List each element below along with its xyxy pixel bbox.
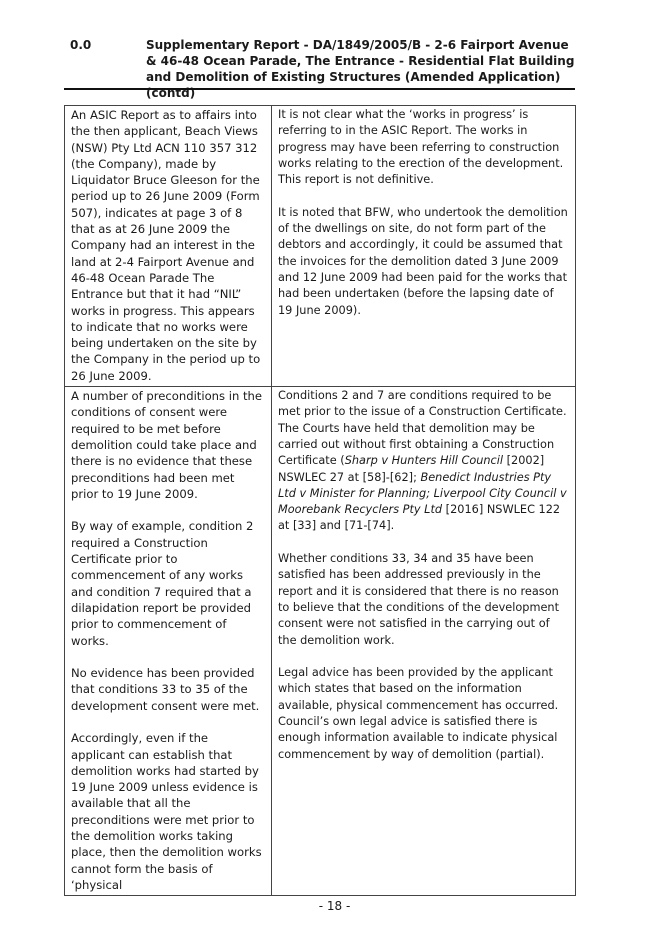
response-cell — [272, 387, 576, 896]
table-row — [65, 106, 576, 387]
text-run: [2016] NSWLEC 122 at [33] and [71-[74]. — [278, 503, 561, 533]
report-title: Supplementary Report - DA/1849/2005/B - 2-6 Fairport Avenue & 46-48 Ocean Parade, The Entrance - Residential Flat Building and Demolition of Existing Structures (Amended Application) (contd) — [146, 38, 575, 100]
paragraph: Whether conditions 33, 34 and 35 have been satisfied has been addressed previously in the report and it is considered that there is no reason to believe that the conditions of the development consent were not satisfied in the carrying out of the demolition work. — [278, 552, 560, 647]
submission-cell — [65, 387, 272, 896]
paragraph: No evidence has been provided that conditions 33 to 35 of the development consent were met. — [71, 666, 260, 713]
paragraph: A number of preconditions in the conditions of consent were required to be met before demolition could take place and there is no evidence that these preconditions had been met prior to 19 June 2009. — [71, 389, 263, 501]
page-number: - 18 - — [318, 899, 351, 913]
paragraph-with-citations — [278, 388, 569, 535]
header-divider — [64, 88, 575, 90]
section-number: 0.0 — [70, 38, 92, 52]
paragraph: By way of example, condition 2 required a Construction Certificate prior to commencement of any works and condition 7 required that a dilapidation report be provided prior to commencement of works. — [71, 519, 254, 648]
comments-table — [64, 105, 576, 896]
submission-cell — [65, 106, 272, 387]
paragraph: Accordingly, even if the applicant can establish that demolition works had started by 19 June 2009 unless evidence is available that all the preconditions were met prior to the demolition works taking place, then the demolition works cannot form the basis of ‘physical — [71, 731, 262, 892]
case-citation: Benedict Industries Pty Ltd v Minister for Planning; Liverpool City Council v Moorebank Recyclers Pty Ltd — [278, 470, 567, 517]
text-run: Conditions 2 and 7 are conditions required to be met prior to the issue of a Construction Certificate. The Courts have held that demolition may be carried out without first obtaining a Construction Certificate ( — [278, 389, 567, 468]
paragraph: It is not clear what the ‘works in progress’ is referring to in the ASIC Report. The works in progress may have been referring to construction works relating to the erection of the development. This report is not definitive. — [278, 108, 564, 187]
case-citation: Sharp v Hunters Hill Council — [344, 454, 504, 468]
response-cell — [272, 106, 576, 387]
table-row — [65, 387, 576, 896]
paragraph: Legal advice has been provided by the applicant which states that based on the information available, physical commencement has occurred. Council’s own legal advice is satisfied there is enough information available to indicate physical commencement by way of demolition (partial). — [278, 666, 559, 761]
paragraph: An ASIC Report as to affairs into the then applicant, Beach Views (NSW) Pty Ltd ACN 110 357 312 (the Company), made by Liquidator Bruce Gleeson for the period up to 26 June 2009 (Form 507), indicates at page 3 of 8 that as at 26 June 2009 the Company had an interest in the land at 2-4 Fairport Avenue and 46-48 Ocean Parade The Entrance but that it had “NIL” works in progress. This appears to indicate that no works were being undertaken on the site by the Company in the period up to 26 June 2009. — [71, 108, 261, 383]
text-run: [2002] NSWLEC 27 at [58]-[62]; — [278, 454, 545, 484]
paragraph: It is noted that BFW, who undertook the demolition of the dwellings on site, do not form part of the debtors and accordingly, it could be assumed that the invoices for the demolition dated 3 June 2009 and 12 June 2009 had been paid for the works that had been undertaken (before the lapsing date of 19 June 2009). — [278, 205, 568, 317]
